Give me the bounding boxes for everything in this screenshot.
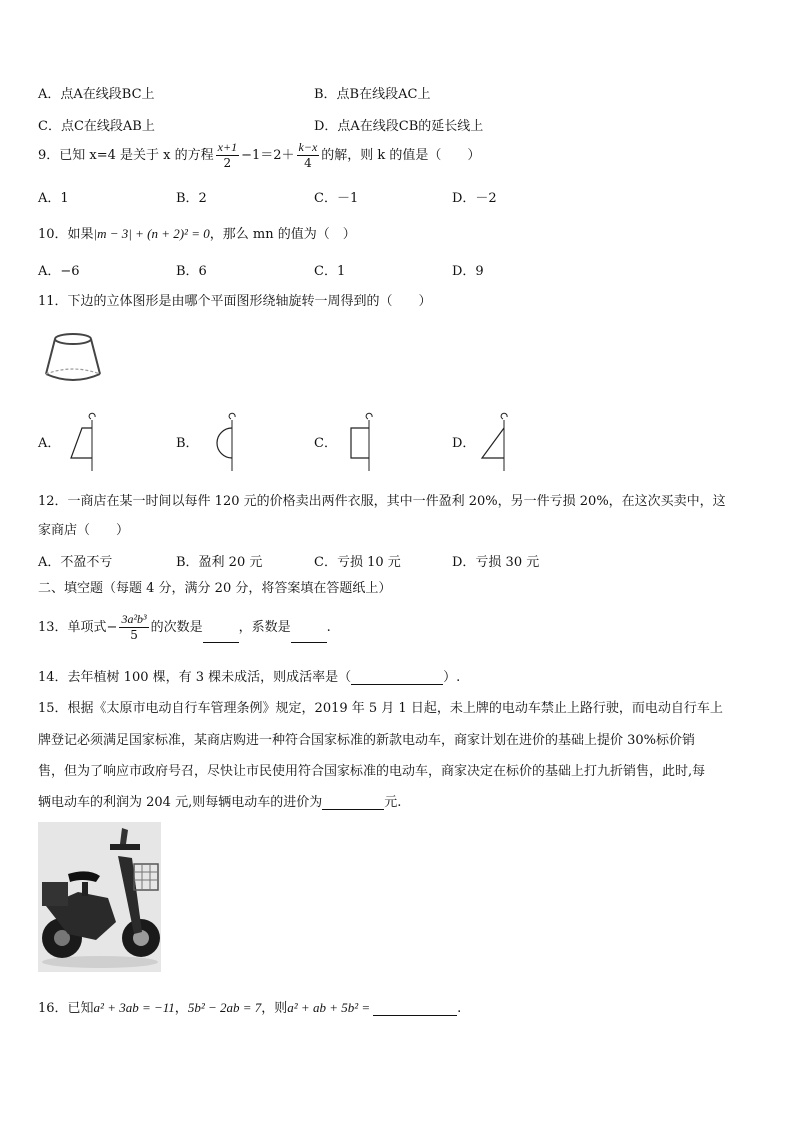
figure-a-trapezoid (66, 410, 102, 472)
question-16 (38, 997, 461, 1016)
q14-end: ）. (443, 670, 461, 685)
q8-option-b: B．点B在线段AC上 (314, 87, 431, 102)
q10-suffix: ，那么 mn 的值为（ ） (209, 227, 356, 242)
q16-mid: ，则 (261, 1001, 288, 1016)
q11-label-c: C． (314, 436, 337, 451)
question-14 (38, 666, 460, 685)
question-11: 11．下边的立体图形是由哪个平面图形绕轴旋转一周得到的（ ） (38, 294, 432, 309)
q9-option-a: A．1 (38, 191, 69, 206)
q13-frac-num: 3a²b³ (121, 612, 147, 626)
q12-option-d: D．亏损 30 元 (452, 555, 540, 570)
q10-prefix: 10．如果 (38, 227, 94, 242)
q8-option-c: C．点C在线段AB上 (38, 119, 155, 134)
q16-expr-2: 5b² − 2ab = 7 (187, 1000, 262, 1015)
q13-mid2: ，系数是 (238, 620, 291, 635)
q11-label-d: D． (452, 436, 476, 451)
q16-expr-3: a² + ab + 5b² = (287, 1000, 371, 1015)
q10-option-a: A．−6 (38, 264, 80, 279)
q9-option-c: C．－1 (314, 191, 359, 206)
q14-blank[interactable] (351, 670, 443, 685)
q16-end: . (457, 1001, 462, 1016)
q10-option-d: D．9 (452, 264, 484, 279)
q16-prefix: 16．已知 (38, 1001, 94, 1016)
q15-line-4-text: 辆电动车的利润为 204 元,则每辆电动车的进价为 (38, 795, 323, 810)
question-12-line-2: 家商店（ ） (38, 523, 130, 538)
q9-f2-num: k−x (298, 140, 318, 154)
q11-label-b: B． (176, 436, 199, 451)
figure-d-triangle (478, 410, 514, 472)
q9-suffix: 的解，则 k 的值是（ ） (321, 148, 481, 163)
q9-option-d: D．－2 (452, 191, 497, 206)
question-15-line-4 (38, 791, 401, 810)
question-13 (38, 612, 331, 643)
q11-label-a: A． (38, 436, 61, 451)
question-15-line-2: 牌登记必须满足国家标准，某商店购进一种符合国家标准的新款电动车，商家计划在进价的基础上提价 30%标价销 (38, 733, 696, 748)
q9-f1-num: x+1 (217, 140, 238, 154)
q8-option-a: A．点A在线段BC上 (38, 87, 155, 102)
q9-f1-den: 2 (223, 156, 232, 170)
q13-fraction (119, 612, 148, 643)
question-10 (38, 223, 356, 242)
q12-option-c: C．亏损 10 元 (314, 555, 401, 570)
section-heading: 二、填空题（每题 4 分，满分 20 分，将答案填在答题纸上） (38, 581, 392, 596)
question-15-line-3: 售，但为了响应市政府号召，尽快让市民使用符合国家标准的电动车，商家决定在标价的基础上打九折销售，此时,每 (38, 764, 706, 779)
question-15-line-1: 15．根据《太原市电动自行车管理条例》规定，2019 年 5 月 1 日起，未上牌的电动车禁止上路行驶，而电动自行车上 (38, 701, 723, 716)
electric-bike-icon (38, 822, 161, 972)
q9-prefix: 9．已知 x=4 是关于 x 的方程 (38, 148, 214, 163)
q15-blank[interactable] (322, 795, 384, 810)
question-9 (38, 140, 480, 171)
q13-blank-1[interactable] (203, 628, 239, 643)
q13-blank-2[interactable] (291, 628, 327, 643)
q10-expression: |m − 3| + (n + 2)² = 0 (93, 226, 210, 241)
q13-prefix: 13．单项式− (38, 620, 118, 635)
q13-frac-den: 5 (130, 628, 138, 642)
q12-option-a: A．不盈不亏 (38, 555, 113, 570)
q16-sep: ， (174, 1001, 188, 1016)
q14-prefix: 14．去年植树 100 棵，有 3 棵未成活，则成活率是（ (38, 670, 352, 685)
q15-line-4-end: 元. (384, 795, 402, 810)
q9-f2-den: 4 (304, 156, 312, 170)
q13-mid: 的次数是 (150, 620, 203, 635)
question-12-line-1: 12．一商店在某一时间以每件 120 元的价格卖出两件衣服，其中一件盈利 20%，另一件亏损 20%，在这次买卖中，这 (38, 494, 726, 509)
q9-option-b: B．2 (176, 191, 207, 206)
q9-mid: −1＝2＋ (241, 148, 295, 163)
q12-option-b: B．盈利 20 元 (176, 555, 263, 570)
q10-option-b: B．6 (176, 264, 207, 279)
q13-end: . (326, 620, 331, 635)
figure-b-semicircle (206, 410, 242, 472)
q9-fraction-1 (216, 140, 239, 171)
q16-blank[interactable] (373, 1001, 457, 1016)
q16-expr-1: a² + 3ab = −11 (93, 1000, 175, 1015)
figure-c-rectangle (343, 410, 379, 472)
frustum-figure (42, 332, 104, 386)
q9-fraction-2 (297, 140, 320, 171)
q8-option-d: D．点A在线段CB的延长线上 (314, 119, 484, 134)
electric-bike-photo (38, 822, 161, 972)
q10-option-c: C．1 (314, 264, 346, 279)
